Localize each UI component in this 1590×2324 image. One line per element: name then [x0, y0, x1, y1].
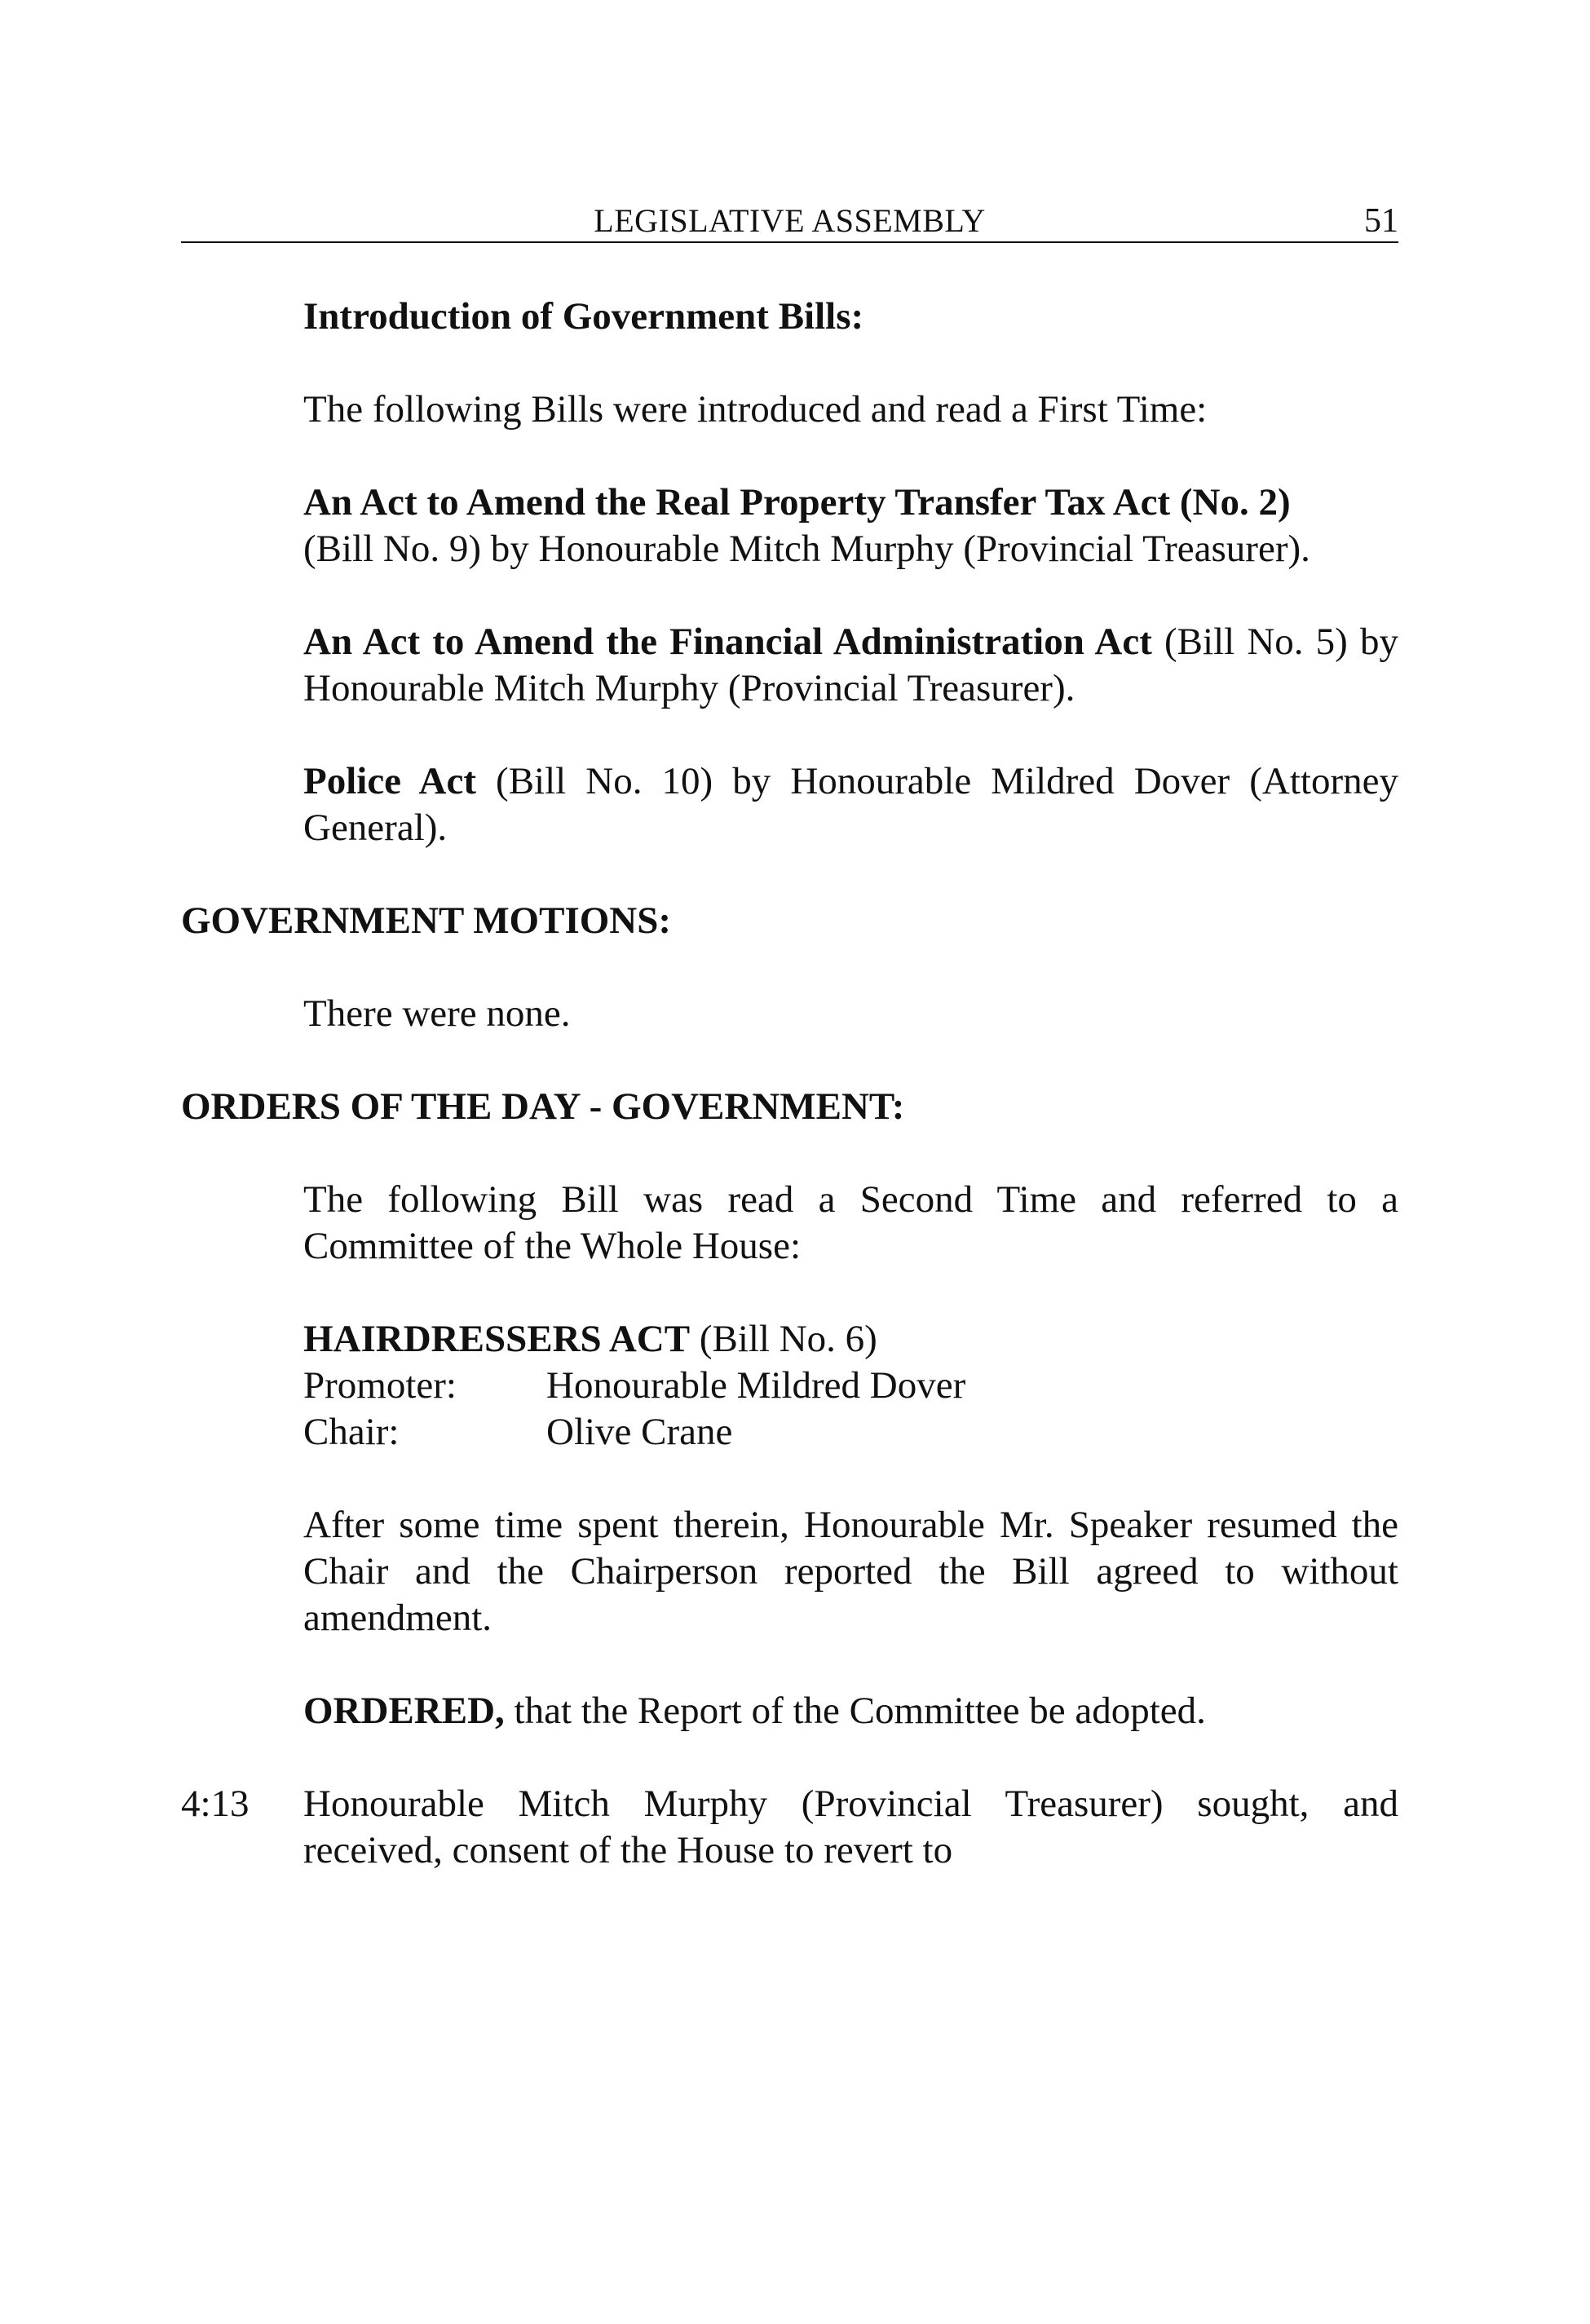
bill-entry-3 — [303, 758, 1398, 851]
promoter-label: Promoter: — [303, 1364, 457, 1407]
committee-bill-title-row — [303, 1316, 1398, 1363]
ordered-keyword: ORDERED, — [303, 1690, 505, 1732]
government-motions-heading: GOVERNMENT MOTIONS: — [181, 899, 672, 942]
bill-title: Police Act — [303, 760, 476, 802]
bill-details: (Bill No. 5) by Honourable Mitch Murphy (Provincial Treasurer). — [303, 621, 1398, 709]
government-motions-text: There were none. — [303, 992, 571, 1035]
committee-result-paragraph: After some time spent therein, Honourable Mr. Speaker resumed the Chair and the Chairperson reported the Bill agreed to without amendment. — [303, 1504, 1398, 1639]
intro-bills-heading-text: Introduction of Government Bills: — [303, 295, 864, 338]
timed-entry-text: Honourable Mitch Murphy (Provincial Treasurer) sought, and received, consent of the House to revert to — [303, 1783, 1398, 1871]
entry-time: 4:13 — [181, 1783, 250, 1825]
promoter-value: Honourable Mildred Dover — [546, 1364, 966, 1407]
ordered-paragraph — [303, 1688, 1398, 1734]
intro-bills-lead: The following Bills were introduced and read a First Time: — [303, 388, 1208, 431]
orders-of-day-heading: ORDERS OF THE DAY - GOVERNMENT: — [181, 1085, 905, 1128]
orders-of-day-lead: The following Bill was read a Second Time and referred to a Committee of the Whole House: — [303, 1178, 1398, 1267]
ordered-text: that the Report of the Committee be adopted. — [504, 1690, 1206, 1732]
committee-bill-number: (Bill No. 6) — [690, 1318, 877, 1360]
committee-bill-block — [303, 1316, 1398, 1456]
running-header — [181, 201, 1398, 243]
bill-title: An Act to Amend the Real Property Transfer Tax Act (No. 2) — [303, 481, 1291, 524]
intro-bills-heading — [303, 294, 1398, 340]
committee-bill-title: HAIRDRESSERS ACT — [303, 1318, 691, 1360]
chair-row — [303, 1409, 1398, 1456]
bill-title: An Act to Amend the Financial Administration Act — [303, 621, 1152, 663]
chair-label: Chair: — [303, 1411, 400, 1453]
bill-details: (Bill No. 10) by Honourable Mildred Dover (Attorney General). — [303, 760, 1398, 849]
chair-value: Olive Crane — [546, 1411, 733, 1453]
header-title: LEGISLATIVE ASSEMBLY — [594, 202, 986, 239]
page-number: 51 — [1364, 202, 1398, 240]
bill-entry-1 — [303, 479, 1398, 572]
promoter-row — [303, 1363, 1398, 1409]
bill-entry-2 — [303, 619, 1398, 712]
bill-details: (Bill No. 9) by Honourable Mitch Murphy (Provincial Treasurer). — [303, 528, 1310, 570]
